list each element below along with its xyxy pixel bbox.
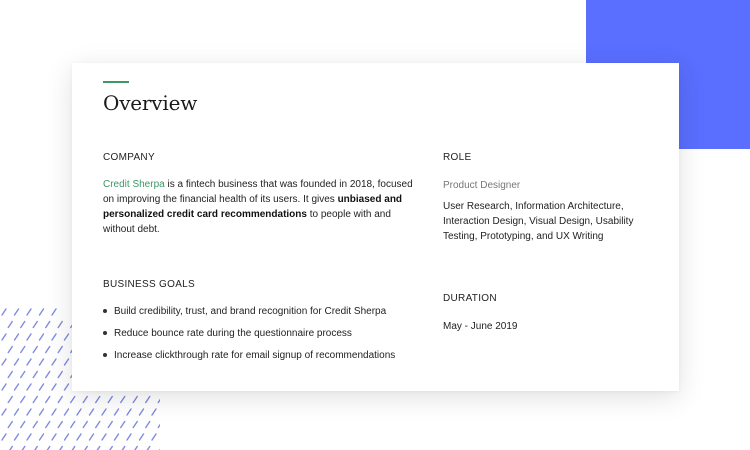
pattern-dash bbox=[15, 334, 19, 340]
company-text-highlight: unbiased and personalized credit card recommendations bbox=[103, 194, 403, 220]
pattern-dash bbox=[21, 447, 25, 450]
pattern-dash bbox=[40, 309, 44, 315]
pattern-dash bbox=[21, 372, 25, 378]
pattern-dash bbox=[127, 434, 131, 440]
pattern-dash bbox=[46, 397, 50, 403]
pattern-dash bbox=[21, 422, 25, 428]
company-text-part1: is a fintech business that was founded in 2018, focused on improving the financial health of its users. It gives bbox=[103, 179, 413, 205]
list-item bbox=[103, 304, 423, 319]
role-skills: User Research, Information Architecture, Interaction Design, Visual Design, Usability Testing, Prototyping, and UX Writing bbox=[443, 201, 634, 242]
pattern-dash bbox=[58, 397, 62, 403]
pattern-dash bbox=[40, 409, 44, 415]
pattern-dash bbox=[90, 409, 94, 415]
business-goals-label: BUSINESS GOALS bbox=[103, 279, 196, 290]
pattern-dash bbox=[71, 397, 75, 403]
pattern-dash bbox=[152, 434, 156, 440]
pattern-dash bbox=[58, 422, 62, 428]
pattern-dash bbox=[102, 409, 106, 415]
pattern-dash bbox=[158, 422, 160, 428]
company-label: COMPANY bbox=[103, 152, 155, 163]
pattern-dash bbox=[71, 447, 75, 450]
pattern-dash bbox=[27, 334, 31, 340]
pattern-dash bbox=[133, 397, 137, 403]
company-text-part2: to people with and without debt. bbox=[103, 209, 391, 235]
bullet-icon bbox=[103, 353, 107, 357]
pattern-dash bbox=[115, 434, 119, 440]
pattern-dash bbox=[2, 409, 6, 415]
company-description bbox=[103, 177, 423, 237]
pattern-dash bbox=[40, 359, 44, 365]
pattern-dash bbox=[46, 422, 50, 428]
pattern-dash bbox=[8, 347, 12, 353]
pattern-dash bbox=[2, 359, 6, 365]
pattern-dash bbox=[21, 347, 25, 353]
pattern-dash bbox=[46, 447, 50, 450]
pattern-dash bbox=[27, 359, 31, 365]
business-goals-list bbox=[103, 304, 423, 370]
pattern-dash bbox=[108, 397, 112, 403]
pattern-dash bbox=[127, 409, 131, 415]
pattern-dash bbox=[65, 359, 69, 365]
pattern-dash bbox=[58, 372, 62, 378]
pattern-dash bbox=[33, 422, 37, 428]
pattern-dash bbox=[71, 422, 75, 428]
pattern-dash bbox=[33, 397, 37, 403]
pattern-dash bbox=[58, 322, 62, 328]
pattern-dash bbox=[158, 397, 160, 403]
pattern-dash bbox=[52, 334, 56, 340]
overview-card bbox=[72, 63, 679, 391]
pattern-dash bbox=[140, 434, 144, 440]
pattern-dash bbox=[58, 447, 62, 450]
list-item bbox=[103, 348, 423, 363]
pattern-dash bbox=[8, 372, 12, 378]
goal-text: Reduce bounce rate during the questionnaire process bbox=[114, 328, 352, 339]
duration-value: May - June 2019 bbox=[443, 321, 518, 332]
pattern-dash bbox=[96, 397, 100, 403]
bullet-icon bbox=[103, 331, 107, 335]
pattern-dash bbox=[27, 434, 31, 440]
goal-text: Build credibility, trust, and brand recognition for Credit Sherpa bbox=[114, 306, 387, 317]
duration-label: DURATION bbox=[443, 293, 497, 304]
role-label: ROLE bbox=[443, 152, 472, 163]
pattern-dash bbox=[121, 422, 125, 428]
list-item bbox=[103, 326, 423, 341]
pattern-dash bbox=[33, 372, 37, 378]
title-accent-line bbox=[103, 81, 129, 83]
pattern-dash bbox=[140, 409, 144, 415]
pattern-dash bbox=[52, 309, 56, 315]
pattern-dash bbox=[133, 447, 137, 450]
pattern-dash bbox=[8, 447, 12, 450]
pattern-dash bbox=[2, 309, 6, 315]
pattern-dash bbox=[83, 447, 87, 450]
pattern-dash bbox=[46, 372, 50, 378]
pattern-dash bbox=[65, 384, 69, 390]
pattern-dash bbox=[152, 409, 156, 415]
pattern-dash bbox=[65, 409, 69, 415]
pattern-dash bbox=[46, 347, 50, 353]
pattern-dash bbox=[58, 347, 62, 353]
pattern-dash bbox=[33, 322, 37, 328]
pattern-dash bbox=[65, 334, 69, 340]
pattern-dash bbox=[115, 409, 119, 415]
pattern-dash bbox=[33, 347, 37, 353]
pattern-dash bbox=[21, 397, 25, 403]
pattern-dash bbox=[121, 397, 125, 403]
pattern-dash bbox=[8, 422, 12, 428]
pattern-dash bbox=[52, 409, 56, 415]
pattern-dash bbox=[15, 359, 19, 365]
pattern-dash bbox=[8, 397, 12, 403]
pattern-dash bbox=[96, 447, 100, 450]
pattern-dash bbox=[52, 384, 56, 390]
pattern-dash bbox=[133, 422, 137, 428]
pattern-dash bbox=[40, 434, 44, 440]
pattern-dash bbox=[21, 322, 25, 328]
pattern-dash bbox=[15, 434, 19, 440]
pattern-dash bbox=[146, 422, 150, 428]
pattern-dash bbox=[146, 447, 150, 450]
pattern-dash bbox=[33, 447, 37, 450]
page-title: Overview bbox=[103, 91, 198, 115]
pattern-dash bbox=[96, 422, 100, 428]
pattern-dash bbox=[83, 422, 87, 428]
pattern-dash bbox=[65, 434, 69, 440]
pattern-dash bbox=[83, 397, 87, 403]
pattern-dash bbox=[27, 409, 31, 415]
pattern-dash bbox=[27, 309, 31, 315]
pattern-dash bbox=[52, 434, 56, 440]
pattern-dash bbox=[2, 434, 6, 440]
goal-text: Increase clickthrough rate for email signup of recommendations bbox=[114, 350, 396, 361]
pattern-dash bbox=[40, 334, 44, 340]
pattern-dash bbox=[46, 322, 50, 328]
pattern-dash bbox=[158, 447, 160, 450]
pattern-dash bbox=[90, 434, 94, 440]
pattern-dash bbox=[102, 434, 106, 440]
pattern-dash bbox=[2, 384, 6, 390]
pattern-dash bbox=[77, 434, 81, 440]
pattern-dash bbox=[108, 447, 112, 450]
pattern-dash bbox=[27, 384, 31, 390]
pattern-dash bbox=[15, 384, 19, 390]
bullet-icon bbox=[103, 309, 107, 313]
pattern-dash bbox=[52, 359, 56, 365]
pattern-dash bbox=[146, 397, 150, 403]
pattern-dash bbox=[40, 384, 44, 390]
pattern-dash bbox=[8, 322, 12, 328]
pattern-dash bbox=[108, 422, 112, 428]
company-brand-name: Credit Sherpa bbox=[103, 179, 165, 190]
pattern-dash bbox=[15, 409, 19, 415]
pattern-dash bbox=[121, 447, 125, 450]
pattern-dash bbox=[2, 334, 6, 340]
role-title: Product Designer bbox=[443, 180, 521, 191]
pattern-dash bbox=[77, 409, 81, 415]
pattern-dash bbox=[15, 309, 19, 315]
